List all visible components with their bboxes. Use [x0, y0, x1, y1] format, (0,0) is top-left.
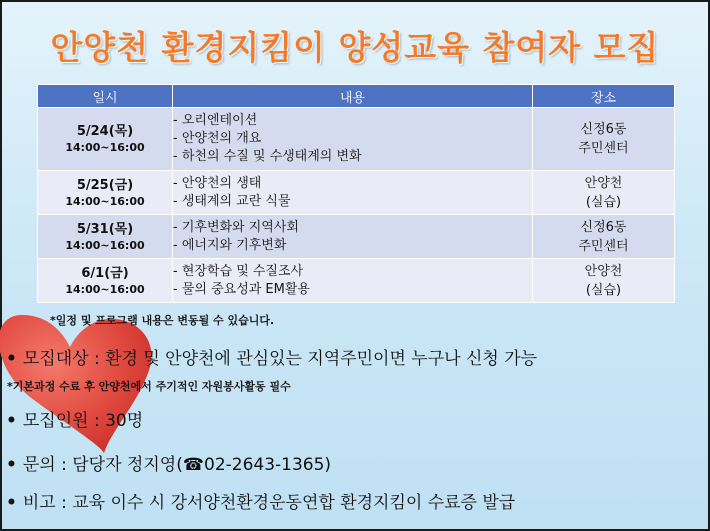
cell-content — [173, 171, 533, 215]
bullet-dot: • — [6, 349, 17, 369]
place-line: 주민센터 — [578, 238, 629, 254]
cell-place — [533, 215, 675, 259]
cell-datetime — [38, 108, 173, 171]
session-time: 14:00~16:00 — [65, 282, 145, 296]
table-row — [38, 215, 675, 259]
place-line: 신정6동 — [580, 219, 627, 235]
session-date: 6/1(금) — [81, 265, 129, 281]
remarks-text: 비고 : 교육 이수 시 강서양천환경운동연합 환경지킴이 수료증 발급 — [22, 493, 516, 513]
content-item: - 에너지와 기후변화 — [173, 237, 287, 253]
content-item: - 물의 중요성과 EM활용 — [173, 281, 310, 297]
content-item: - 기후변화와 지역사회 — [173, 219, 299, 235]
table-header-row — [38, 85, 675, 108]
session-date: 5/31(목) — [76, 221, 134, 237]
place-line: (실습) — [585, 282, 622, 298]
cell-datetime — [38, 171, 173, 215]
cell-content — [173, 215, 533, 259]
table-row — [38, 108, 675, 171]
recruit-count-text: 모집인원 : 30명 — [22, 411, 144, 431]
place-line: 안양천 — [584, 263, 623, 279]
cell-datetime — [38, 215, 173, 259]
bullet-recruit-count — [6, 406, 143, 431]
bullet-contact — [6, 450, 331, 475]
recruit-target-text: 모집대상 : 환경 및 안양천에 관심있는 지역주민이면 누구나 신청 가능 — [22, 349, 538, 369]
header-place: 장소 — [533, 85, 675, 108]
session-time: 14:00~16:00 — [65, 141, 145, 154]
bullet-dot: • — [6, 455, 17, 475]
content-item: - 안양천의 생태 — [173, 175, 262, 191]
content-item: - 생태계의 교란 식물 — [173, 193, 291, 209]
contact-text: 문의 : 담당자 정지영(☎02-2643-1365) — [22, 455, 332, 475]
bullet-dot: • — [6, 493, 17, 513]
cell-content — [173, 108, 533, 171]
cell-datetime — [38, 259, 173, 303]
content-item: - 안양천의 개요 — [173, 131, 262, 146]
cell-place — [533, 171, 675, 215]
place-line: (실습) — [585, 194, 622, 210]
header-content: 내용 — [173, 85, 533, 108]
place-line: 주민센터 — [578, 141, 629, 156]
session-date: 5/24(목) — [76, 124, 134, 139]
cell-content — [173, 259, 533, 303]
volunteer-note: *기본과정 수료 후 안양천에서 주기적인 자원봉사활동 필수 — [7, 380, 291, 393]
content-item: - 현장학습 및 수질조사 — [173, 263, 304, 279]
cell-place — [533, 108, 675, 171]
place-line: 안양천 — [584, 175, 623, 191]
page-title: 안양천 환경지킴이 양성교육 참여자 모집 — [50, 28, 660, 67]
schedule-note: *일정 및 프로그램 내용은 변동될 수 있습니다. — [50, 314, 275, 327]
bullet-recruit-target — [6, 344, 537, 369]
content-item: - 오리엔테이션 — [173, 113, 258, 128]
content-item: - 하천의 수질 및 수생태계의 변화 — [173, 149, 362, 164]
bullet-remarks — [6, 488, 515, 513]
table-row — [38, 171, 675, 215]
session-time: 14:00~16:00 — [65, 194, 145, 208]
schedule-table — [37, 84, 675, 303]
header-datetime: 일시 — [38, 85, 173, 108]
place-line: 신정6동 — [580, 122, 627, 137]
session-date: 5/25(금) — [76, 177, 134, 193]
table-row — [38, 259, 675, 303]
cell-place — [533, 259, 675, 303]
bullet-dot: • — [6, 411, 17, 431]
session-time: 14:00~16:00 — [65, 238, 145, 252]
